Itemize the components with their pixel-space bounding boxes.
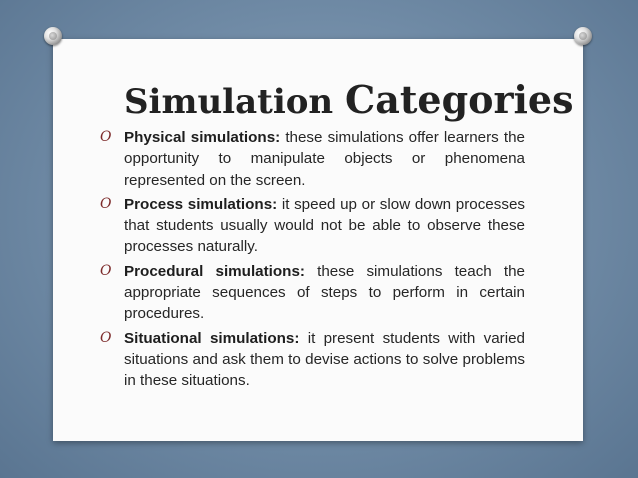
bullet-icon: O [100, 262, 112, 279]
category-list [100, 127, 525, 395]
bullet-icon: O [100, 129, 112, 145]
pushpin-right-icon [574, 27, 592, 45]
bullet-icon: O [100, 329, 112, 346]
item-text: these simulations offer learners the opportunity to manipulate objects or phenomena represented on the screen. [124, 129, 525, 189]
list-item-procedural [100, 261, 525, 325]
item-label: Physical simulations: [124, 129, 281, 146]
item-text: these simulations teach the appropriate sequences of steps to perform in certain procedures. [124, 262, 526, 323]
bullet-icon: O [100, 195, 112, 212]
slide-title-part1: Simulation [124, 82, 345, 122]
item-label: Process simulations: [124, 195, 278, 213]
slide-title-part2: Categories [344, 77, 574, 122]
item-text: it speed up or slow down processes that students usually would not be able to observe these processes naturally. [124, 195, 525, 256]
list-item-situational [100, 328, 525, 392]
list-item-process [100, 194, 525, 258]
pushpin-left-icon [44, 27, 62, 45]
list-item-physical [100, 127, 525, 191]
item-label: Procedural simulations: [124, 262, 305, 280]
item-text: it present students with varied situations and ask them to devise actions to solve problems in these situations. [124, 329, 525, 390]
slide-title [124, 77, 574, 122]
item-label: Situational simulations: [124, 329, 300, 347]
